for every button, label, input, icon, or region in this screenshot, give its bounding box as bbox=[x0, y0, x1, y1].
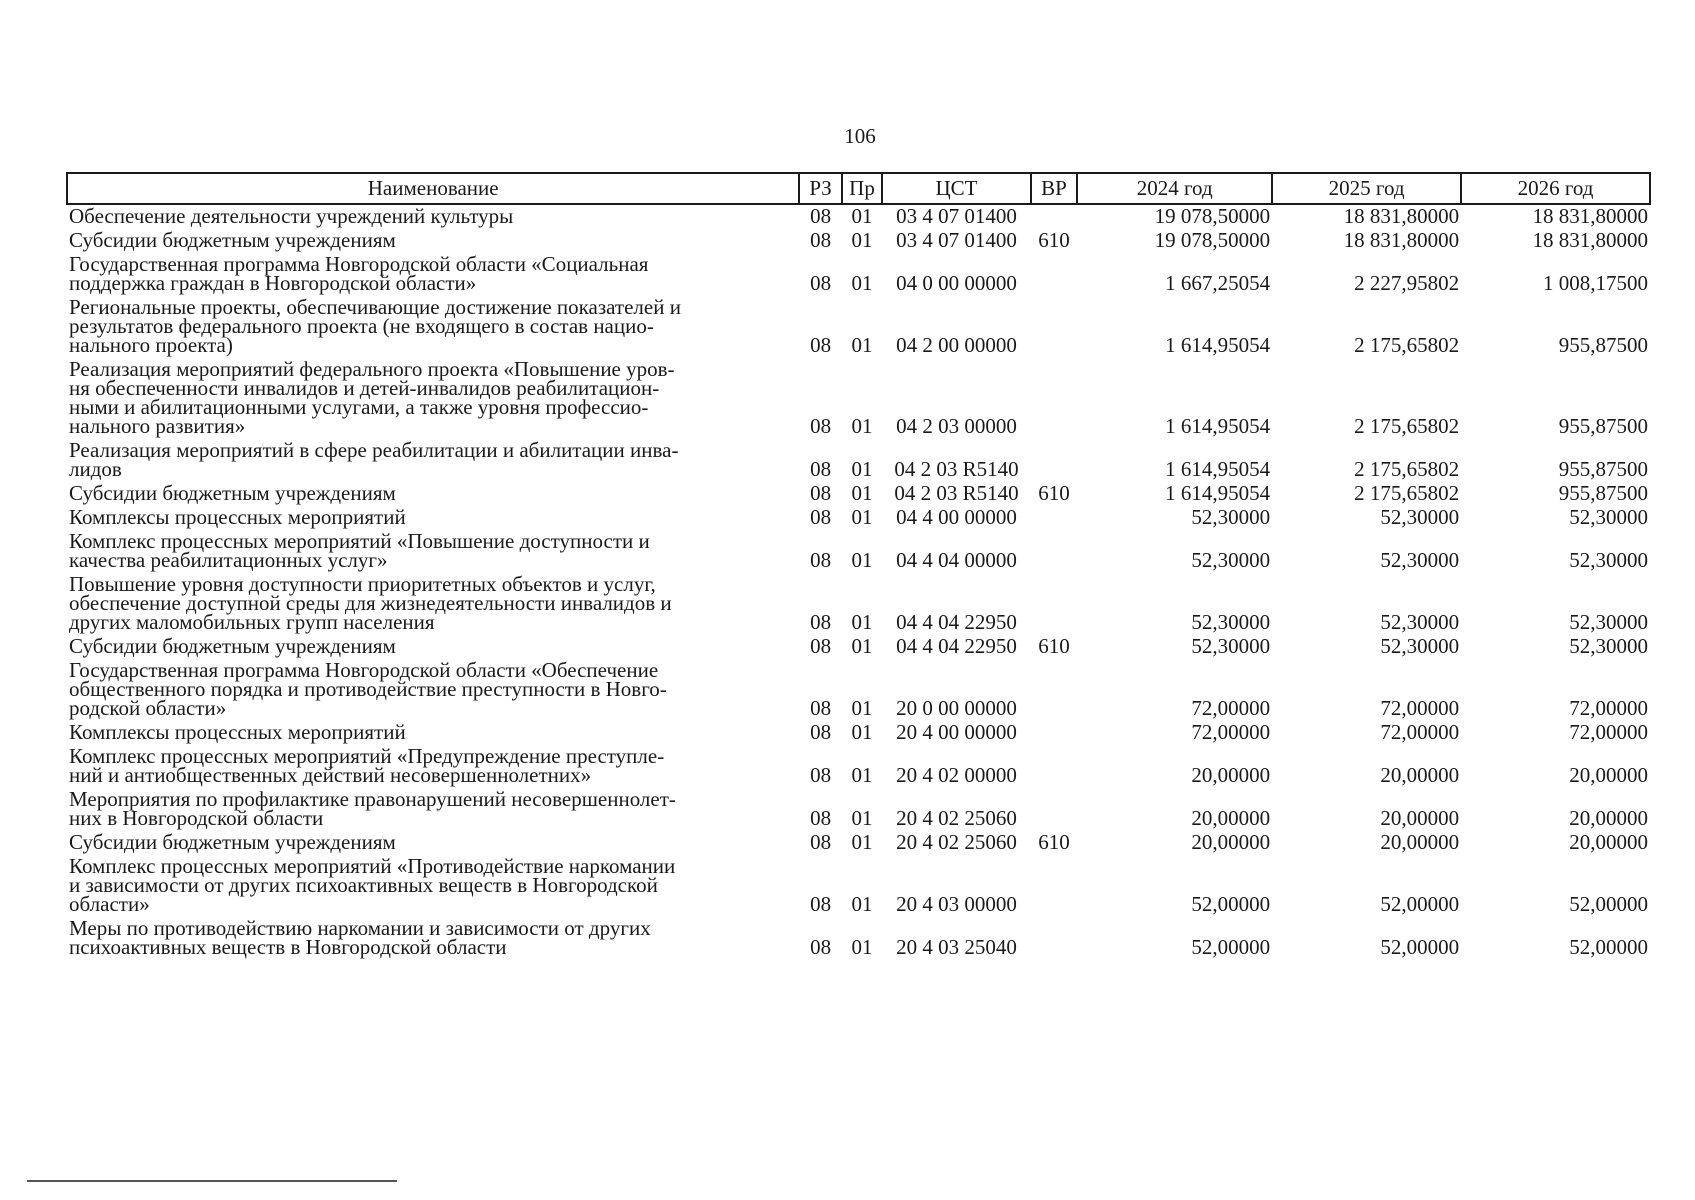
header-2024: 2024 год bbox=[1077, 173, 1272, 204]
row-name: Комплексы процессных мероприятий bbox=[69, 720, 406, 744]
row-cst: 20 0 00 00000 bbox=[896, 696, 1017, 720]
row-name: Субсидии бюджетным учреждениям bbox=[69, 228, 396, 252]
row-value-2024: 19 078,50000 bbox=[1154, 204, 1271, 228]
row-value-2024: 1 614,95054 bbox=[1165, 333, 1271, 357]
row-name: Субсидии бюджетным учреждениям bbox=[69, 481, 396, 505]
row-name: Государственная программа Новгородской области «Социальная поддержка граждан в Новгородской области» bbox=[69, 252, 649, 295]
row-value-2026: 52,30000 bbox=[1569, 505, 1648, 529]
row-vr: 610 bbox=[1038, 228, 1070, 252]
row-value-2024: 19 078,50000 bbox=[1154, 228, 1271, 252]
row-vr bbox=[1031, 917, 1077, 960]
row-value-2024: 72,00000 bbox=[1191, 720, 1271, 744]
row-name: Реализация мероприятий в сфере реабилитации и абилитации инва- лидов bbox=[69, 438, 679, 481]
row-rz: 08 bbox=[810, 204, 832, 228]
row-value-2024: 1 614,95054 bbox=[1165, 414, 1271, 438]
row-name: Государственная программа Новгородской области «Обеспечение общественного порядка и противодействие преступности в Новго- родской области» bbox=[69, 658, 667, 720]
row-value-2025: 2 175,65802 bbox=[1354, 481, 1460, 505]
row-value-2025: 52,00000 bbox=[1380, 935, 1460, 959]
table-row bbox=[67, 358, 1650, 439]
row-value-2025: 20,00000 bbox=[1380, 806, 1460, 830]
row-value-2026: 52,30000 bbox=[1569, 610, 1648, 634]
row-vr bbox=[1031, 358, 1077, 439]
header-rz: РЗ bbox=[799, 173, 841, 204]
footer-divider bbox=[27, 1180, 397, 1182]
row-cst: 04 0 00 00000 bbox=[896, 271, 1017, 295]
row-rz: 08 bbox=[810, 228, 832, 252]
row-value-2025: 52,30000 bbox=[1380, 634, 1460, 658]
row-pr: 01 bbox=[851, 204, 873, 228]
row-value-2026: 955,87500 bbox=[1558, 457, 1648, 481]
row-pr: 01 bbox=[851, 481, 873, 505]
table-row bbox=[67, 229, 1650, 253]
row-cst: 20 4 02 25060 bbox=[896, 806, 1017, 830]
row-rz: 08 bbox=[810, 763, 832, 787]
row-value-2025: 2 227,95802 bbox=[1354, 271, 1460, 295]
row-vr: 610 bbox=[1038, 830, 1070, 854]
row-vr bbox=[1031, 506, 1077, 530]
table-row bbox=[67, 506, 1650, 530]
row-name: Субсидии бюджетным учреждениям bbox=[69, 830, 396, 854]
row-name: Комплекс процессных мероприятий «Предупреждение преступле- ний и антиобщественных действий несовершеннолетних» bbox=[69, 744, 665, 787]
row-value-2025: 2 175,65802 bbox=[1354, 333, 1460, 357]
row-cst: 20 4 02 00000 bbox=[896, 763, 1017, 787]
row-value-2024: 52,30000 bbox=[1191, 505, 1271, 529]
header-2025: 2025 год bbox=[1272, 173, 1461, 204]
row-value-2026: 955,87500 bbox=[1558, 414, 1648, 438]
row-cst: 04 2 03 00000 bbox=[896, 414, 1017, 438]
row-vr bbox=[1031, 204, 1077, 229]
table-row bbox=[67, 917, 1650, 960]
row-name: Комплекс процессных мероприятий «Повышение доступности и качества реабилитационных услуг» bbox=[69, 529, 650, 572]
row-rz: 08 bbox=[810, 935, 832, 959]
row-value-2026: 1 008,17500 bbox=[1543, 271, 1648, 295]
row-name: Субсидии бюджетным учреждениям bbox=[69, 634, 396, 658]
row-cst: 04 4 04 22950 bbox=[896, 634, 1017, 658]
row-cst: 20 4 03 00000 bbox=[896, 892, 1017, 916]
row-cst: 20 4 02 25060 bbox=[896, 830, 1017, 854]
row-value-2024: 20,00000 bbox=[1191, 806, 1271, 830]
row-pr: 01 bbox=[851, 271, 873, 295]
row-name: Региональные проекты, обеспечивающие достижение показателей и результатов федерального проекта (не входящего в состав нацио- нального проекта) bbox=[69, 295, 681, 357]
row-vr: 610 bbox=[1038, 634, 1070, 658]
row-name: Комплексы процессных мероприятий bbox=[69, 505, 406, 529]
row-vr bbox=[1031, 788, 1077, 831]
row-value-2024: 52,00000 bbox=[1191, 935, 1271, 959]
row-value-2024: 52,30000 bbox=[1191, 634, 1271, 658]
header-cst: ЦСТ bbox=[882, 173, 1031, 204]
row-pr: 01 bbox=[851, 830, 873, 854]
table-row bbox=[67, 530, 1650, 573]
row-value-2025: 72,00000 bbox=[1380, 696, 1460, 720]
row-value-2025: 2 175,65802 bbox=[1354, 457, 1460, 481]
row-rz: 08 bbox=[810, 696, 832, 720]
row-value-2025: 20,00000 bbox=[1380, 763, 1460, 787]
row-pr: 01 bbox=[851, 806, 873, 830]
row-vr bbox=[1031, 659, 1077, 721]
row-cst: 20 4 03 25040 bbox=[896, 935, 1017, 959]
row-cst: 03 4 07 01400 bbox=[896, 228, 1017, 252]
row-pr: 01 bbox=[851, 892, 873, 916]
row-rz: 08 bbox=[810, 610, 832, 634]
row-cst: 04 2 00 00000 bbox=[896, 333, 1017, 357]
row-value-2024: 52,30000 bbox=[1191, 548, 1271, 572]
table-row bbox=[67, 831, 1650, 855]
row-value-2024: 1 667,25054 bbox=[1165, 271, 1271, 295]
row-value-2026: 72,00000 bbox=[1569, 720, 1648, 744]
row-vr bbox=[1031, 745, 1077, 788]
row-value-2026: 20,00000 bbox=[1569, 763, 1648, 787]
row-value-2026: 52,30000 bbox=[1569, 634, 1648, 658]
row-pr: 01 bbox=[851, 696, 873, 720]
row-pr: 01 bbox=[851, 228, 873, 252]
row-pr: 01 bbox=[851, 763, 873, 787]
table-row bbox=[67, 253, 1650, 296]
table-row bbox=[67, 855, 1650, 917]
table-row bbox=[67, 659, 1650, 721]
header-2026: 2026 год bbox=[1461, 173, 1650, 204]
row-rz: 08 bbox=[810, 634, 832, 658]
header-pr: Пр bbox=[842, 173, 882, 204]
row-value-2025: 20,00000 bbox=[1380, 830, 1460, 854]
row-name: Обеспечение деятельности учреждений культуры bbox=[69, 204, 514, 228]
table-row bbox=[67, 573, 1650, 635]
row-value-2025: 52,30000 bbox=[1380, 610, 1460, 634]
row-pr: 01 bbox=[851, 457, 873, 481]
row-value-2026: 20,00000 bbox=[1569, 830, 1648, 854]
row-value-2026: 52,00000 bbox=[1569, 892, 1648, 916]
row-rz: 08 bbox=[810, 271, 832, 295]
row-rz: 08 bbox=[810, 892, 832, 916]
row-vr bbox=[1031, 855, 1077, 917]
header-vr: ВР bbox=[1031, 173, 1077, 204]
row-vr bbox=[1031, 296, 1077, 358]
row-cst: 04 2 03 R5140 bbox=[894, 481, 1019, 505]
row-pr: 01 bbox=[851, 548, 873, 572]
row-cst: 03 4 07 01400 bbox=[896, 204, 1017, 228]
table-row bbox=[67, 482, 1650, 506]
row-vr bbox=[1031, 721, 1077, 745]
row-value-2025: 52,00000 bbox=[1380, 892, 1460, 916]
row-value-2026: 955,87500 bbox=[1558, 481, 1648, 505]
row-cst: 04 4 04 00000 bbox=[896, 548, 1017, 572]
table-body bbox=[67, 204, 1650, 960]
row-value-2024: 1 614,95054 bbox=[1165, 457, 1271, 481]
table-row bbox=[67, 635, 1650, 659]
row-pr: 01 bbox=[851, 935, 873, 959]
row-vr bbox=[1031, 573, 1077, 635]
row-value-2024: 52,30000 bbox=[1191, 610, 1271, 634]
row-pr: 01 bbox=[851, 634, 873, 658]
row-pr: 01 bbox=[851, 414, 873, 438]
row-value-2025: 18 831,80000 bbox=[1343, 204, 1460, 228]
row-cst: 04 4 04 22950 bbox=[896, 610, 1017, 634]
row-rz: 08 bbox=[810, 830, 832, 854]
row-value-2026: 52,30000 bbox=[1569, 548, 1648, 572]
row-vr bbox=[1031, 253, 1077, 296]
row-name: Реализация мероприятий федерального проекта «Повышение уров- ня обеспеченности инвалидов и детей-инвалидов реабилитацион- ными и абилитационными услугами, а также уровня профессио- нального развития» bbox=[69, 357, 675, 438]
row-rz: 08 bbox=[810, 548, 832, 572]
row-cst: 20 4 00 00000 bbox=[896, 720, 1017, 744]
row-pr: 01 bbox=[851, 610, 873, 634]
row-value-2026: 72,00000 bbox=[1569, 696, 1648, 720]
row-value-2024: 72,00000 bbox=[1191, 696, 1271, 720]
row-value-2026: 955,87500 bbox=[1558, 333, 1648, 357]
row-name: Комплекс процессных мероприятий «Противодействие наркомании и зависимости от других психоактивных веществ в Новгородской области» bbox=[69, 854, 676, 916]
row-rz: 08 bbox=[810, 414, 832, 438]
table-header bbox=[67, 173, 1650, 204]
row-vr: 610 bbox=[1038, 481, 1070, 505]
row-value-2025: 52,30000 bbox=[1380, 548, 1460, 572]
row-value-2024: 52,00000 bbox=[1191, 892, 1271, 916]
row-name: Повышение уровня доступности приоритетных объектов и услуг, обеспечение доступной среды для жизнедеятельности инвалидов и других маломобильных групп населения bbox=[69, 572, 672, 634]
row-rz: 08 bbox=[810, 806, 832, 830]
row-value-2025: 18 831,80000 bbox=[1343, 228, 1460, 252]
budget-table bbox=[66, 172, 1651, 960]
row-value-2025: 72,00000 bbox=[1380, 720, 1460, 744]
page-number: 106 bbox=[844, 124, 876, 148]
row-rz: 08 bbox=[810, 457, 832, 481]
row-name: Мероприятия по профилактике правонарушений несовершеннолет- них в Новгородской области bbox=[69, 787, 676, 830]
row-vr bbox=[1031, 530, 1077, 573]
row-pr: 01 bbox=[851, 505, 873, 529]
table-row bbox=[67, 721, 1650, 745]
row-rz: 08 bbox=[810, 720, 832, 744]
row-name: Меры по противодействию наркомании и зависимости от других психоактивных веществ в Новгородской области bbox=[69, 916, 651, 959]
row-cst: 04 4 00 00000 bbox=[896, 505, 1017, 529]
row-value-2024: 20,00000 bbox=[1191, 830, 1271, 854]
row-value-2026: 18 831,80000 bbox=[1532, 228, 1648, 252]
row-value-2024: 20,00000 bbox=[1191, 763, 1271, 787]
row-vr bbox=[1031, 439, 1077, 482]
row-pr: 01 bbox=[851, 720, 873, 744]
table-row bbox=[67, 788, 1650, 831]
row-value-2026: 52,00000 bbox=[1569, 935, 1648, 959]
table-row bbox=[67, 439, 1650, 482]
table-row bbox=[67, 204, 1650, 229]
table-row bbox=[67, 745, 1650, 788]
row-pr: 01 bbox=[851, 333, 873, 357]
row-value-2025: 2 175,65802 bbox=[1354, 414, 1460, 438]
row-value-2025: 52,30000 bbox=[1380, 505, 1460, 529]
row-value-2026: 20,00000 bbox=[1569, 806, 1648, 830]
row-rz: 08 bbox=[810, 333, 832, 357]
row-rz: 08 bbox=[810, 481, 832, 505]
row-value-2024: 1 614,95054 bbox=[1165, 481, 1271, 505]
row-rz: 08 bbox=[810, 505, 832, 529]
row-value-2026: 18 831,80000 bbox=[1532, 204, 1648, 228]
table-row bbox=[67, 296, 1650, 358]
header-name: Наименование bbox=[67, 173, 799, 204]
row-cst: 04 2 03 R5140 bbox=[894, 457, 1019, 481]
